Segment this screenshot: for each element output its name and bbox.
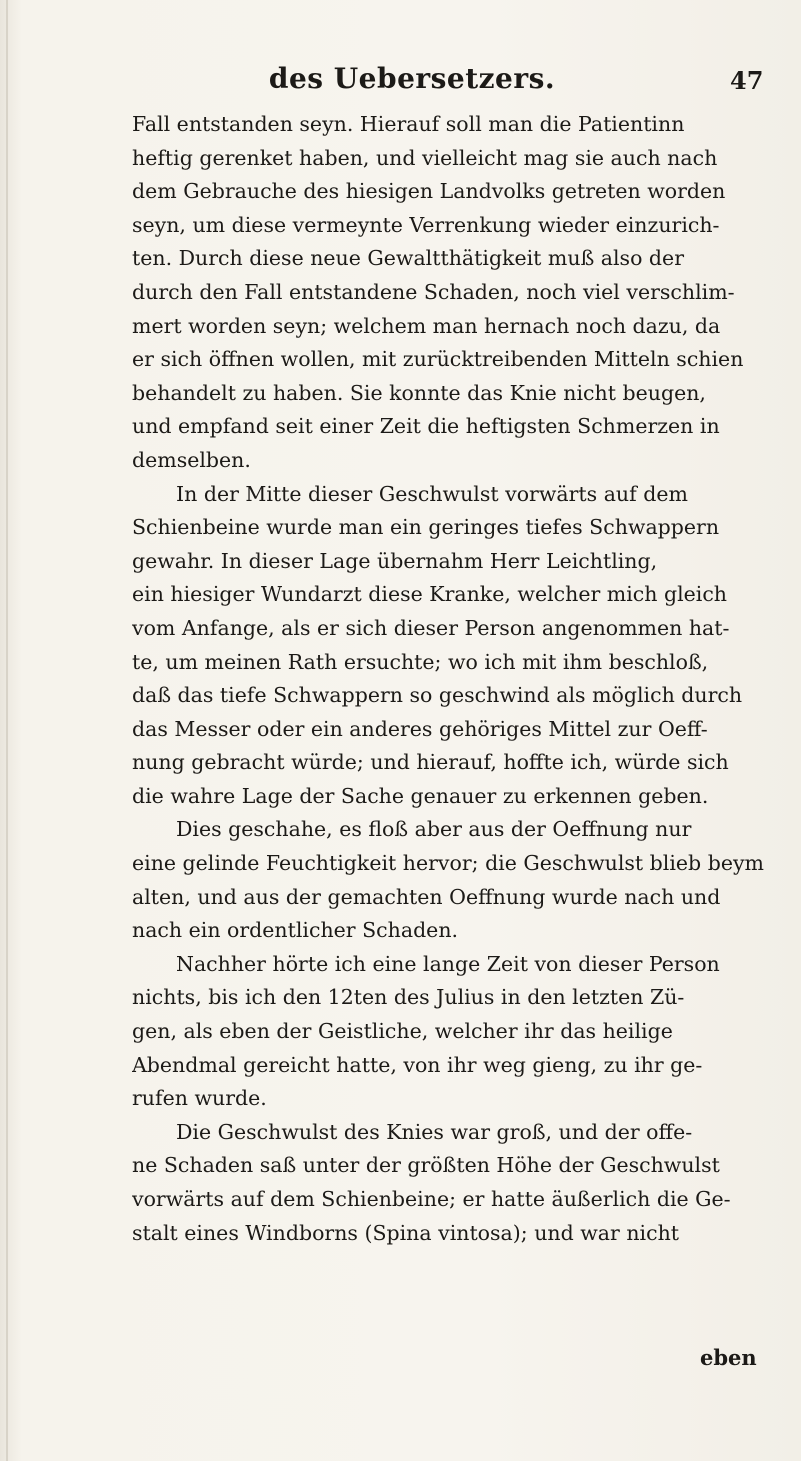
text-line: nach ein ordentlicher Schaden.	[132, 918, 459, 943]
text-line: demselben.	[132, 447, 251, 472]
text-line: nung gebracht würde; und hierauf, hoffte ich, würde sich	[132, 750, 729, 775]
text-line: nichts, bis ich den 12ten des Julius in den letzten Zü-	[132, 985, 685, 1010]
text-line: seyn, um diese vermeynte Verrenkung wieder einzurich-	[132, 212, 720, 237]
text-line: ne Schaden saß unter der größten Höhe der Geschwulst	[132, 1153, 720, 1178]
text-line: heftig gerenket haben, und vielleicht mag sie auch nach	[132, 145, 718, 170]
text-line: mert worden seyn; welchem man hernach noch dazu, da	[132, 313, 721, 338]
text-line: daß das tiefe Schwappern so geschwind als möglich durch	[132, 683, 743, 708]
page-header	[0, 62, 801, 102]
text-line: ten. Durch diese neue Gewaltthätigkeit muß also der	[132, 246, 684, 271]
running-title: des Uebersetzers.	[268, 62, 556, 95]
text-line: Abendmal gereicht hatte, von ihr weg gieng, zu ihr ge-	[132, 1052, 703, 1077]
text-line: die wahre Lage der Sache genauer zu erkennen geben.	[132, 783, 709, 808]
text-line: gewahr. In dieser Lage übernahm Herr Leichtling,	[132, 548, 658, 573]
paragraph-start-line: Dies geschahe, es floß aber aus der Oeffnung nur	[176, 817, 692, 842]
text-line: durch den Fall entstandene Schaden, noch viel verschlim-	[132, 279, 735, 304]
binding-gutter	[6, 0, 8, 1461]
text-line: vom Anfange, als er sich dieser Person angenommen hat-	[132, 615, 730, 640]
body-text	[132, 108, 772, 1250]
text-line: gen, als eben der Geistliche, welcher ihr das heilige	[132, 1019, 673, 1044]
text-line: stalt eines Windborns (Spina vintosa); und war nicht	[132, 1220, 680, 1245]
page-number: 47	[730, 66, 764, 95]
paragraph-start-line: In der Mitte dieser Geschwulst vorwärts auf dem	[176, 481, 688, 506]
text-line: te, um meinen Rath ersuchte; wo ich mit ihm beschloß,	[132, 649, 709, 674]
text-line: Fall entstanden seyn. Hierauf soll man die Patientinn	[132, 112, 685, 136]
text-line: behandelt zu haben. Sie konnte das Knie nicht beugen,	[132, 380, 706, 405]
text-line: ein hiesiger Wundarzt diese Kranke, welcher mich gleich	[132, 582, 728, 607]
text-line: und empfand seit einer Zeit die heftigsten Schmerzen in	[132, 414, 720, 439]
text-line: das Messer oder ein anderes gehöriges Mittel zur Oeff-	[132, 716, 708, 741]
text-line: rufen wurde.	[132, 1086, 267, 1111]
paragraph-start-line: Nachher hörte ich eine lange Zeit von dieser Person	[176, 951, 720, 976]
catchword: eben	[700, 1345, 757, 1370]
text-line: er sich öffnen wollen, mit zurücktreibenden Mitteln schien	[132, 347, 744, 372]
text-line: vorwärts auf dem Schienbeine; er hatte äußerlich die Ge-	[132, 1187, 731, 1211]
paragraph-start-line: Die Geschwulst des Knies war groß, und der offe-	[176, 1119, 693, 1144]
text-line: dem Gebrauche des hiesigen Landvolks getreten worden	[132, 179, 726, 204]
text-line: eine gelinde Feuchtigkeit hervor; die Geschwulst blieb beym	[132, 851, 764, 876]
text-line: alten, und aus der gemachten Oeffnung wurde nach und	[132, 884, 721, 909]
text-line: Schienbeine wurde man ein geringes tiefes Schwappern	[132, 515, 720, 540]
